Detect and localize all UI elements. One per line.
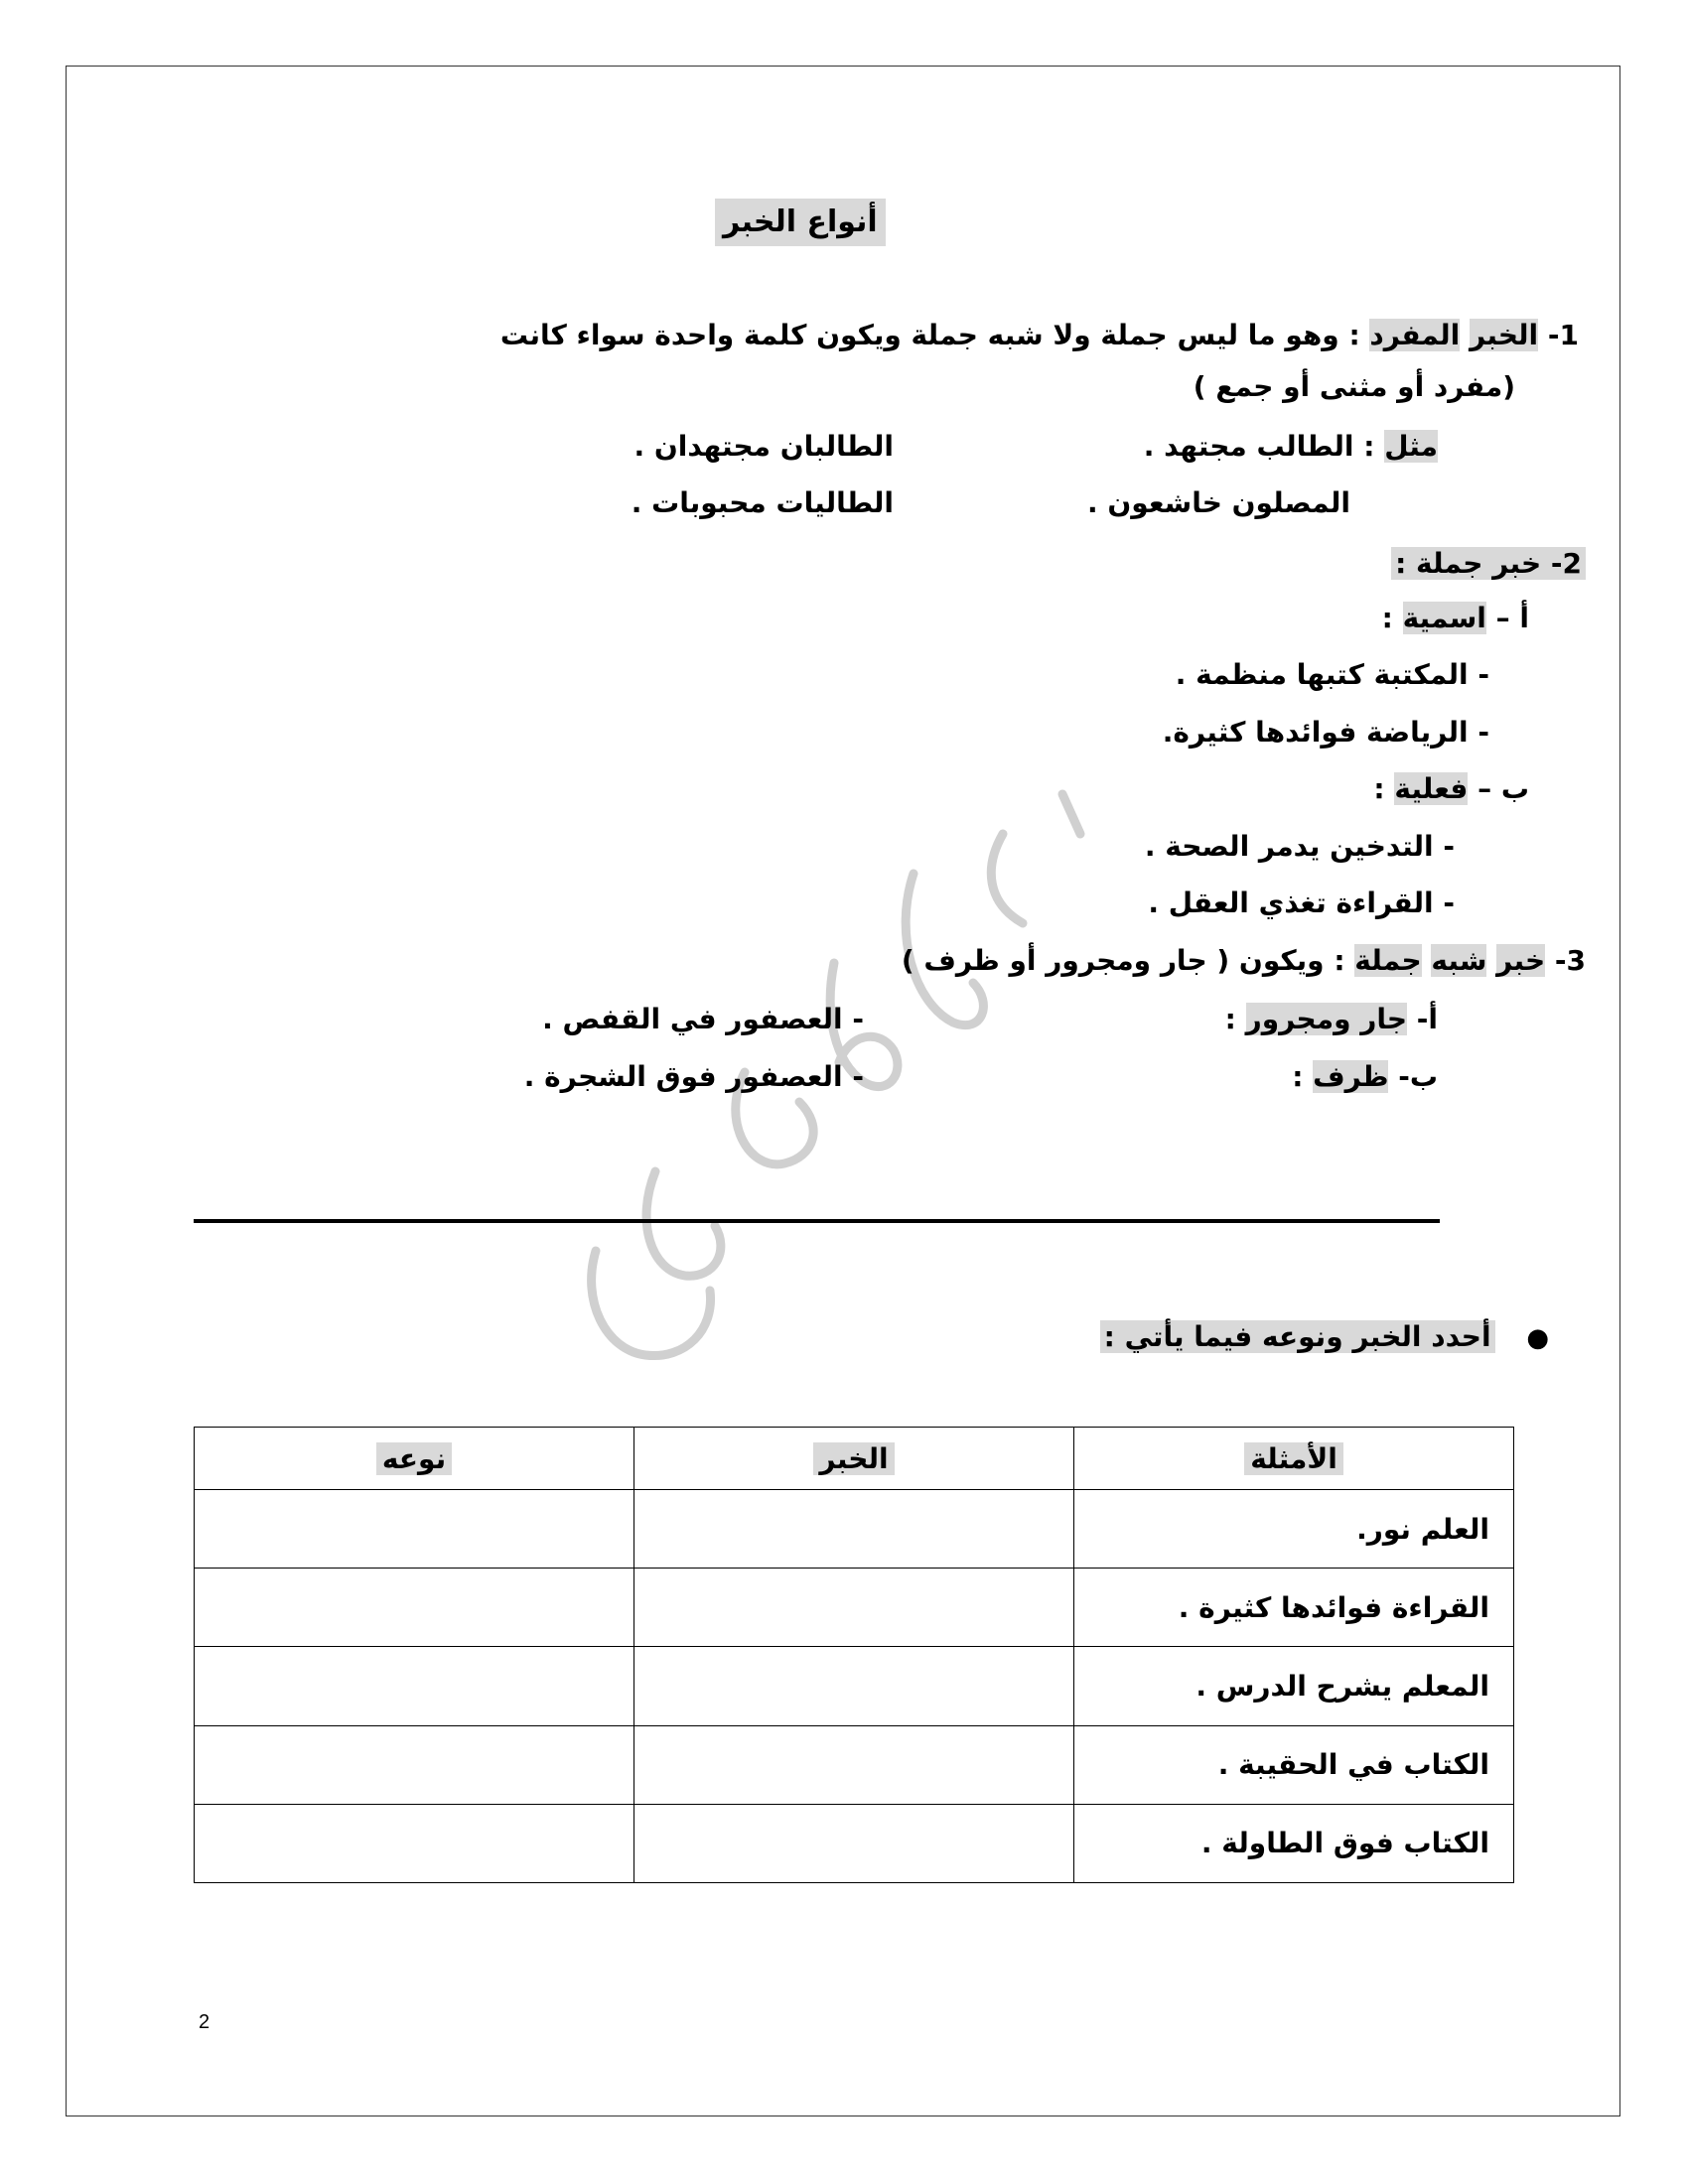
table-row	[195, 1804, 1514, 1882]
section1-definition-text: : وهو ما ليس جملة ولا شبه جملة ويكون كلمة واحدة سواء كانت	[499, 319, 1360, 351]
term-khabar-3: خبر	[1496, 944, 1546, 977]
page-number: 2	[199, 2011, 211, 2033]
section1-term-mufrad: المفرد	[1369, 319, 1461, 351]
divider	[194, 1219, 1440, 1223]
example-4: الطاليات محبوبات .	[631, 486, 894, 519]
term-zarf: ظرف	[1313, 1060, 1389, 1093]
term-jumla-3: جملة	[1354, 944, 1422, 977]
header-examples: الأمثلة	[1074, 1428, 1514, 1490]
section2-a-example-2: - الرياضة فوائدها كثيرة.	[1162, 716, 1489, 749]
section2-subtype-b: ب – فعلية :	[1373, 772, 1529, 805]
example-cell: القراءة فوائدها كثيرة .	[1074, 1569, 1514, 1647]
example-cell: الكتاب في الحقيبة .	[1074, 1725, 1514, 1804]
type-answer-cell[interactable]	[195, 1569, 634, 1647]
khabar-answer-cell[interactable]	[634, 1725, 1074, 1804]
section3-a-example: - العصفور في القفص .	[542, 1003, 864, 1035]
section2-a-example-1: - المكتبة كتبها منظمة .	[1175, 658, 1489, 691]
example-1: : الطالب مجتهد .	[1143, 430, 1375, 463]
table-row	[195, 1647, 1514, 1725]
term-shibh: شبه	[1431, 944, 1487, 977]
type-answer-cell[interactable]	[195, 1804, 634, 1882]
type-answer-cell[interactable]	[195, 1725, 634, 1804]
table-row	[195, 1490, 1514, 1569]
table-row	[195, 1569, 1514, 1647]
term-ismiyya: اسمية	[1402, 602, 1486, 634]
exercise-instruction: ● أحدد الخبر ونوعه فيما يأتي :	[1100, 1315, 1549, 1360]
khabar-answer-cell[interactable]	[634, 1490, 1074, 1569]
example-cell: العلم نور.	[1074, 1490, 1514, 1569]
section2-heading: 2- خبر جملة :	[1391, 544, 1586, 584]
section3-heading: 3- خبر شبه جملة : ويكون ( جار ومجرور أو ظرف )	[901, 944, 1586, 977]
term-jar-majrur: جار ومجرور	[1245, 1003, 1408, 1035]
example-2: الطالبان مجتهدان .	[633, 430, 894, 463]
section1-number: 1-	[1547, 319, 1579, 351]
exercise-table	[194, 1427, 1514, 1883]
khabar-answer-cell[interactable]	[634, 1804, 1074, 1882]
table-row	[195, 1725, 1514, 1804]
header-type: نوعه	[195, 1428, 634, 1490]
type-answer-cell[interactable]	[195, 1490, 634, 1569]
section1-term-khabar: الخبر	[1470, 319, 1539, 351]
example-cell: الكتاب فوق الطاولة .	[1074, 1804, 1514, 1882]
section1-example-line1	[1144, 427, 1438, 467]
term-filiyya: فعلية	[1394, 772, 1469, 805]
section2-b-example-2: - القراءة تغذي العقل .	[1148, 887, 1455, 919]
table-header-row	[195, 1428, 1514, 1490]
khabar-answer-cell[interactable]	[634, 1569, 1074, 1647]
section1-definition-line2: (مفرد أو مثنى أو جمع )	[1193, 370, 1515, 403]
khabar-answer-cell[interactable]	[634, 1647, 1074, 1725]
section1-definition-line1	[500, 316, 1579, 355]
section3-a: أ- جار ومجرور :	[1224, 1003, 1438, 1035]
section2-b-example-1: - التدخين يدمر الصحة .	[1144, 830, 1455, 863]
example-label: مثل	[1384, 430, 1438, 463]
type-answer-cell[interactable]	[195, 1647, 634, 1725]
section3-b: ب- ظرف :	[1292, 1060, 1438, 1093]
header-khabar: الخبر	[634, 1428, 1074, 1490]
page-title: أنواع الخبر	[715, 199, 886, 246]
section3-b-example: - العصفور فوق الشجرة .	[523, 1060, 864, 1093]
section2-subtype-a: أ – اسمية :	[1381, 602, 1529, 634]
example-3: المصلون خاشعون .	[1087, 486, 1350, 519]
bullet-icon: ●	[1526, 1323, 1549, 1353]
example-cell: المعلم يشرح الدرس .	[1074, 1647, 1514, 1725]
